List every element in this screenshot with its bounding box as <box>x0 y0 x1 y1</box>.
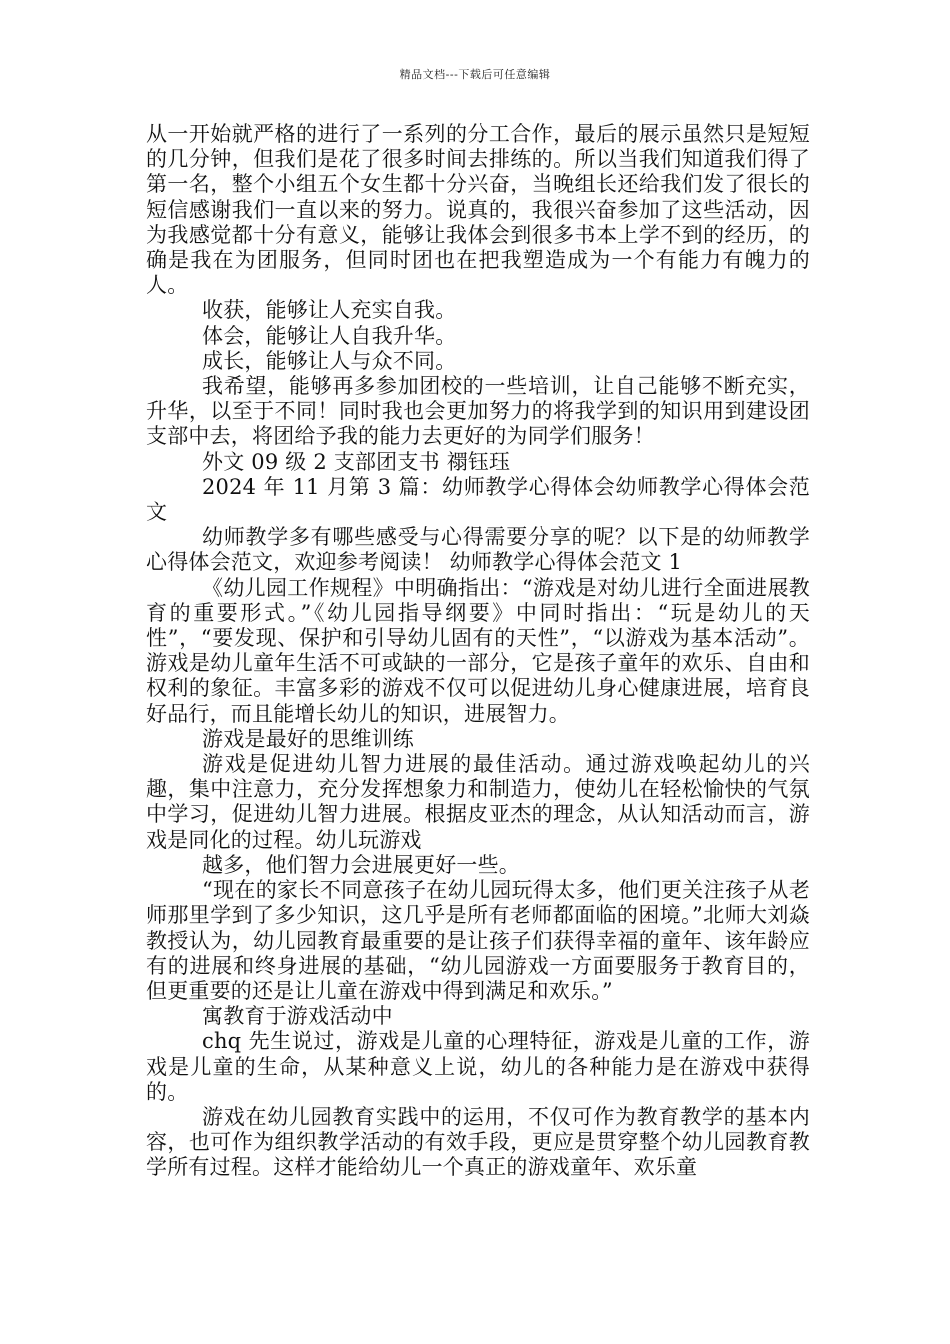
paragraph: 游戏在幼儿园教育实践中的运用，不仅可作为教育教学的基本内容，也可作为组织教学活动的有效手段，更应是贯穿整个幼儿园教育教学所有过程。这样才能给幼儿一个真正的游戏童年、欢乐童 <box>146 1104 810 1180</box>
paragraph: 从一开始就严格的进行了一系列的分工合作，最后的展示虽然只是短短的几分钟，但我们是花了很多时间去排练的。所以当我们知道我们得了第一名，整个小组五个女生都十分兴奋，当晚组长还给我们发了很长的短信感谢我们一直以来的努力。说真的，我很兴奋参加了这些活动，因为我感觉都十分有意义，能够让我体会到很多书本上学不到的经历，的确是我在为团服务，但同时团也在把我塑造成为一个有能力有魄力的人。 <box>146 122 810 298</box>
paragraph: 游戏是促进幼儿智力进展的最佳活动。通过游戏唤起幼儿的兴趣，集中注意力，充分发挥想象力和制造力，使幼儿在轻松愉快的气氛中学习，促进幼儿智力进展。根据皮亚杰的理念，从认知活动而言，游戏是同化的过程。幼儿玩游戏 <box>146 752 810 852</box>
paragraph: 收获，能够让人充实自我。 <box>202 298 457 323</box>
paragraph: 成长，能够让人与众不同。 <box>202 348 457 373</box>
section-title: 2024 年 11 月第 3 篇：幼师教学心得体会幼师教学心得体会范文 <box>146 474 810 525</box>
paragraph: 体会，能够让人自我升华。 <box>202 323 457 348</box>
paragraph: 幼师教学多有哪些感受与心得需要分享的呢？以下是的幼师教学心得体会范文，欢迎参考阅读！ 幼师教学心得体会范文 1 <box>146 525 810 575</box>
signature-line: 外文 09 级 2 支部团支书 禤钰珏 <box>202 449 511 474</box>
paragraph: chq 先生说过，游戏是儿童的心理特征，游戏是儿童的工作，游戏是儿童的生命，从某种意义上说，幼儿的各种能力是在游戏中获得的。 <box>146 1029 810 1104</box>
subheading: 游戏是最好的思维训练 <box>202 726 414 751</box>
paragraph: 《幼儿园工作规程》中明确指出：“游戏是对幼儿进行全面进展教育的重要形式。”《幼儿园指导纲要》中同时指出：“玩是幼儿的天性”，“要发现、保护和引导幼儿固有的天性”，“以游戏为基本活动”。游戏是幼儿童年生活不可或缺的一部分，它是孩子童年的欢乐、自由和权利的象征。丰富多彩的游戏不仅可以促进幼儿身心健康进展，培育良好品行，而且能增长幼儿的知识，进展智力。 <box>146 575 810 726</box>
paragraph: 我希望，能够再多参加团校的一些培训，让自己能够不断充实，升华，以至于不同！同时我也会更加努力的将我学到的知识用到建设团支部中去，将团给予我的能力去更好的为同学们服务！ <box>146 374 810 449</box>
paragraph: “现在的家长不同意孩子在幼儿园玩得太多，他们更关注孩子从老师那里学到了多少知识，这几乎是所有老师都面临的困境。”北师大刘焱教授认为，幼儿园教育最重要的是让孩子们获得幸福的童年、该年龄应有的进展和终身进展的基础，“幼儿园游戏一方面要服务于教育目的，但更重要的还是让儿童在游戏中得到满足和欢乐。” <box>146 878 810 1003</box>
subheading: 寓教育于游戏活动中 <box>202 1004 393 1029</box>
paragraph: 越多，他们智力会进展更好一些。 <box>202 852 520 877</box>
page-header: 精品文档---下载后可任意编辑 <box>399 68 551 81</box>
document-body <box>146 122 810 1181</box>
